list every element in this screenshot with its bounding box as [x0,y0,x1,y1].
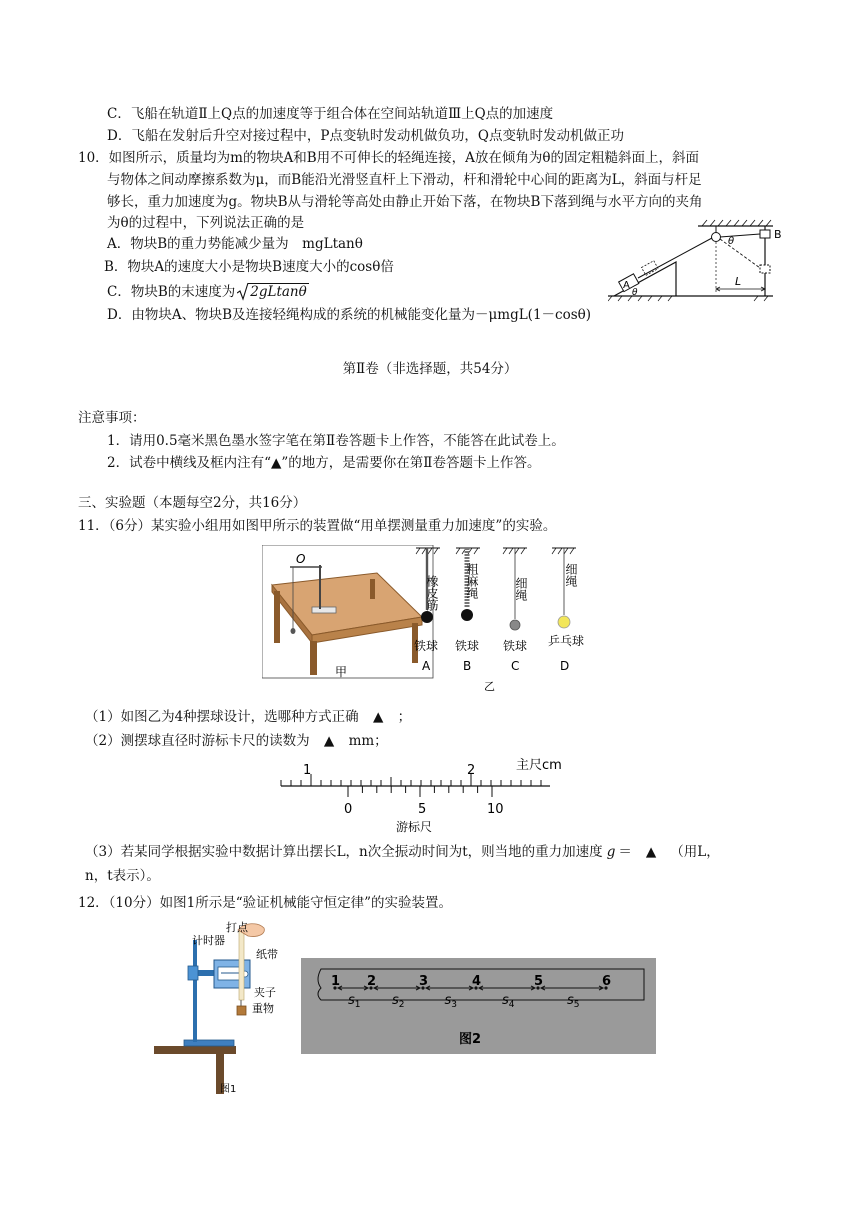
answer-blank-marker: ▲ [645,844,657,860]
label-o: O [296,552,306,566]
tape-point-label: 3 [419,974,429,989]
tape-point-label: 2 [367,974,377,989]
q11-sub-2 [85,731,388,751]
vernier-scale-label: 游标尺 [396,820,433,834]
option-letter-c: C [511,659,520,673]
label-theta-top: θ [728,236,735,247]
q11-stem: 11．（6分）某实验小组用如图甲所示的装置做“用单摆测量重力加速度”的实验。 [78,518,557,534]
tape-point-label: 5 [534,974,544,989]
q10-stem-line-4: 为θ的过程中，下列说法正确的是 [107,215,305,231]
q10-option-c-text: C．物块B的末速度为 [107,284,236,300]
ball-label-a: 铁球 [414,639,439,653]
ball-label-d: 乒乓球 [548,634,585,648]
q12-stem: 12．（10分）如图1所示是“验证机械能守恒定律”的实验装置。 [78,895,452,911]
q11-sub-2-end: mm； [348,733,388,749]
label-tape: 纸带 [256,948,278,961]
notice-2: 2．试卷中横线及框内注有“▲”的地方，是需要你在第Ⅱ卷答题卡上作答。 [107,455,541,471]
q11-sub-3-text: （3）若某同学根据实验中数据计算出摆长L，n次全振动时间为t，则当地的重力加速度 [85,844,603,860]
q11-sub-1 [85,707,411,727]
caption-fig-1: 图1 [220,1084,237,1095]
q10-incline-pulley-figure [608,218,788,302]
string-label-a: 橡皮筋 [425,575,439,611]
segment-label: $s_5$ [567,993,580,1010]
q10-option-d: D．由物块A、物块B及连接轻绳构成的系统的机械能变化量为－μmgL(1－cosθ) [107,307,592,323]
vernier-tick-label-5: 5 [418,802,427,817]
vernier-tick-label-10: 10 [487,802,504,817]
vernier-caliper-figure [278,755,578,835]
q11-sub-3-line-2: n，t表示）。 [85,868,160,884]
caption-yi: 乙 [484,680,495,693]
string-label-d: 细绳 [564,563,578,587]
q9-option-c: C．飞船在轨道Ⅱ上Q点的加速度等于组合体在空间站轨道Ⅲ上Q点的加速度 [107,106,554,122]
main-scale-tick-label-1: 1 [303,763,312,778]
segment-label: $s_4$ [502,993,515,1010]
q11-sub-3-hint: （用L， [670,844,720,860]
option-letter-b: B [463,659,472,673]
notice-title: 注意事项： [78,410,146,426]
label-l: L [735,275,742,288]
ball-label-b: 铁球 [455,639,480,653]
tape-point-label: 6 [602,974,612,989]
main-scale-label: 主尺cm [516,758,562,773]
label-timer-2: 计时器 [192,934,225,947]
tape-point-label: 1 [331,974,341,989]
q9-option-d: D．飞船在发射后升空对接过程中，P点变轨时发动机做负功，Q点变轨时发动机做正功 [107,128,624,144]
answer-blank-marker: ▲ [372,709,384,725]
segment-label: $s_3$ [444,993,458,1010]
q10-stem-line-3: 够长，重力加速度为g。物块B从与滑轮等高处由静止开始下落，在物块B下落到绳与水平方向的夹角 [107,194,703,210]
tape-point-label: 4 [472,974,482,989]
notice-1: 1．请用0.5毫米黑色墨水签字笔在第Ⅱ卷答题卡上作答，不能答在此试卷上。 [107,433,565,449]
segment-label: $s_1$ [348,993,361,1010]
q10-stem-line-1: 10．如图所示，质量均为m的物块A和B用不可伸长的轻绳连接，A放在倾角为θ的固定粗糙斜面上，斜面 [78,150,700,166]
section-2-title: 第Ⅱ卷（非选择题，共54分） [342,361,518,377]
q11-sub-2-text: （2）测摆球直径时游标卡尺的读数为 [85,733,310,749]
label-weight: 重物 [252,1002,274,1015]
q10-stem-line-2: 与物体之间动摩擦系数为μ，而B能沿光滑竖直杆上下滑动，杆和滑轮中心间的距离为L，斜面与杆足 [107,172,702,188]
q11-sub-1-end: ； [397,709,412,725]
q10-option-c [107,282,309,302]
q10-option-b: B．物块A的速度大小是物块B速度大小的cosθ倍 [104,259,394,275]
sqrt-formula [237,282,309,302]
label-a: A [623,280,630,291]
caption-fig-2: 图2 [459,1032,482,1047]
q11-sub-3-line-1 [85,842,720,862]
q11-figure-yi [408,545,596,695]
option-letter-d: D [560,659,570,673]
label-b: B [774,228,782,241]
label-timer-1: 打点 [226,921,248,934]
symbol-g: g [606,844,616,860]
string-label-c: 细绳 [514,577,528,601]
section-3-title: 三、实验题（本题每空2分，共16分） [78,495,307,511]
label-clip: 夹子 [254,986,276,999]
equals-sign: ＝ [618,844,632,860]
q11-sub-1-text: （1）如图乙为4种摆球设计，选哪种方式正确 [85,709,359,725]
q12-figure-2 [301,958,656,1054]
sqrt-radicand: 2gLtanθ [250,284,307,300]
ball-label-c: 铁球 [503,639,528,653]
label-theta-incline: θ [632,288,638,298]
vernier-tick-label-0: 0 [344,802,353,817]
q10-option-a: A．物块B的重力势能减少量为 mgLtanθ [107,236,363,252]
segment-label: $s_2$ [392,993,405,1010]
sqrt-sign-icon [237,281,249,301]
option-letter-a: A [422,659,431,673]
caption-jia: 甲 [335,665,348,679]
answer-blank-marker: ▲ [323,733,335,749]
q12-figure-1 [154,920,290,1098]
main-scale-tick-label-2: 2 [467,763,476,778]
string-label-b: 粗麻绳 [465,563,479,599]
